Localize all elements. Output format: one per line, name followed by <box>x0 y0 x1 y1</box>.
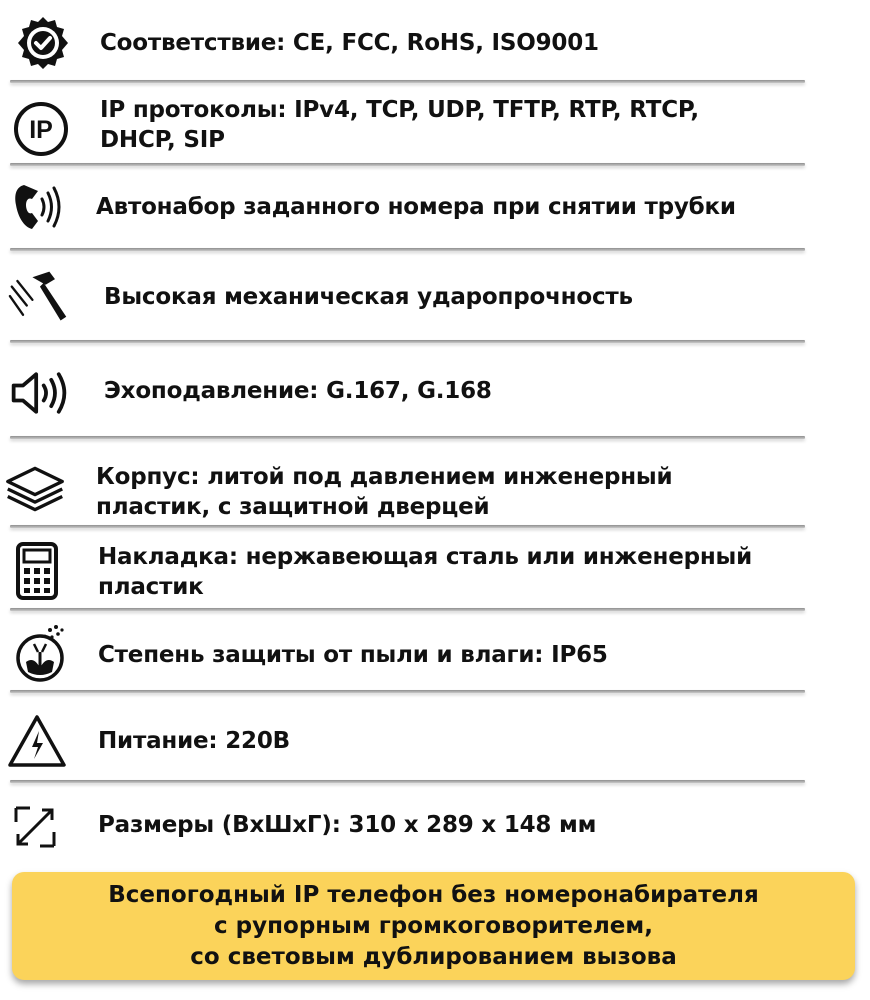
ip-circle-icon <box>10 98 72 160</box>
certified-badge-icon <box>12 12 74 74</box>
banner-line: Всепогодный IP телефон без номеронабирателя <box>108 881 759 908</box>
hammer-impact-icon <box>8 266 70 328</box>
feature-text: Соответствие: CE, FCC, RoHS, ISO9001 <box>100 30 599 56</box>
feature-text-line: пластик <box>98 574 204 600</box>
product-summary-banner <box>12 872 855 980</box>
feature-text: Эхоподавление: G.167, G.168 <box>104 378 492 404</box>
speaker-icon <box>8 362 70 424</box>
feature-text-line: пластик, с защитной дверцей <box>96 494 490 520</box>
divider <box>10 525 805 528</box>
feature-text-line: IP протоколы: IPv4, TCP, UDP, TFTP, RTP, RTCP, <box>100 97 699 123</box>
divider <box>10 340 805 343</box>
feature-text: Питание: 220В <box>98 728 290 754</box>
feature-text-line: Накладка: нержавеющая сталь или инженерный <box>98 544 753 570</box>
banner-line: с рупорным громкоговорителем, <box>214 912 653 939</box>
feature-text <box>100 95 850 155</box>
phone-ringing-icon <box>10 176 72 238</box>
feature-text: Размеры (ВхШхГ): 310 х 289 х 148 мм <box>98 812 597 838</box>
feature-text <box>96 462 850 522</box>
feature-text <box>98 542 850 602</box>
divider <box>10 780 805 783</box>
divider <box>10 690 805 693</box>
feature-text: Автонабор заданного номера при снятии трубки <box>96 194 736 220</box>
high-voltage-warning-icon <box>6 710 68 772</box>
feature-text: Степень защиты от пыли и влаги: IP65 <box>98 642 608 668</box>
expand-arrows-icon <box>4 796 66 858</box>
feature-text-line: Корпус: литой под давлением инженерный <box>96 464 673 490</box>
layers-icon <box>4 458 66 520</box>
keypad-icon <box>6 540 68 602</box>
feature-text: Высокая механическая ударопрочность <box>104 284 633 310</box>
divider <box>10 163 805 166</box>
ip-icon-text: IP <box>29 116 53 144</box>
feature-text-line: DHCP, SIP <box>100 127 225 153</box>
divider <box>10 248 805 251</box>
water-dust-protection-icon <box>10 622 72 684</box>
divider <box>10 608 805 611</box>
divider <box>10 436 805 439</box>
banner-line: со световым дублированием вызова <box>190 943 677 970</box>
divider <box>10 80 805 83</box>
